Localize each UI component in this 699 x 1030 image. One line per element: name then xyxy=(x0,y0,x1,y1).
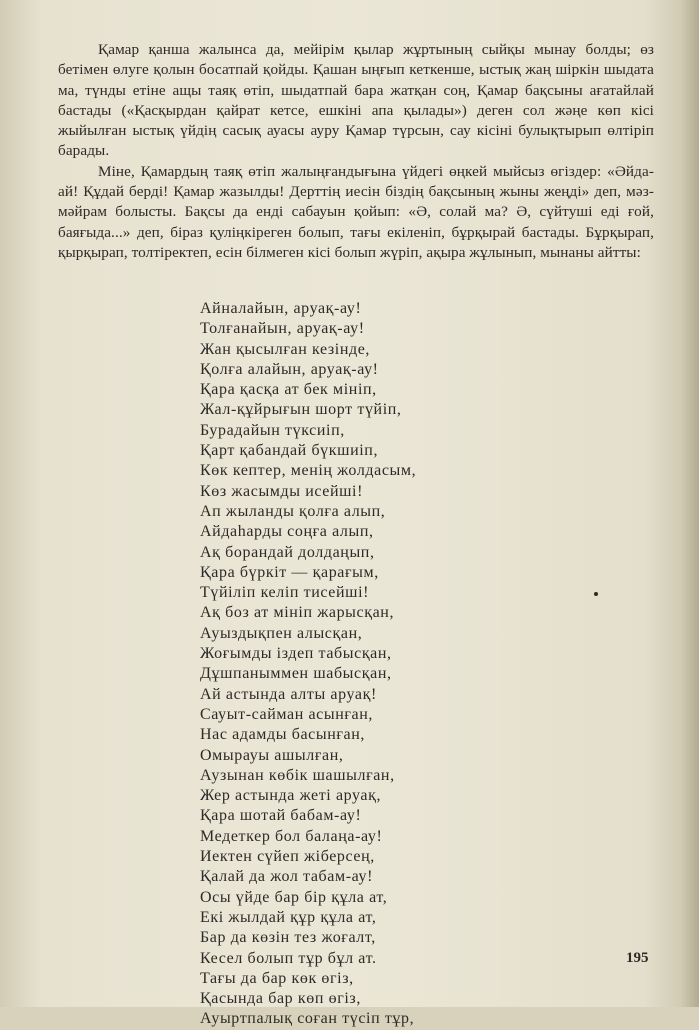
poem-line: Көк кептер, менің жолдасым, xyxy=(200,462,417,480)
prose-block xyxy=(58,40,654,263)
poem-line: Жоғымды іздеп табысқан, xyxy=(200,645,392,663)
poem-line: Айдаһарды соңға алып, xyxy=(200,523,374,541)
poem-line: Қасында бар көп өгіз, xyxy=(200,990,361,1008)
poem-line: Қара шотай бабам-ау! xyxy=(200,807,362,825)
poem-line: Ақ борандай долдаңып, xyxy=(200,543,375,561)
poem-line: Қалай да жол табам-ау! xyxy=(200,868,374,886)
poem-line: Ақ боз ат мініп жарысқан, xyxy=(200,604,395,622)
poem-line: Ауыздықпен алысқан, xyxy=(200,624,363,642)
poem-line: Екі жылдай құр құла ат, xyxy=(200,908,377,926)
poem-line: Ай астында алты аруақ! xyxy=(200,685,377,703)
poem-line: Көз жасымды исейші! xyxy=(200,482,364,500)
poem-line: Осы үйде бар бір құла ат, xyxy=(200,888,388,906)
poem-line: Бар да көзін тез жоғалт, xyxy=(200,929,376,947)
poem-line: Иектен сүйеп жіберсең, xyxy=(200,848,375,866)
poem-line: Медеткер бол балаңа-ау! xyxy=(200,827,383,845)
poem-line: Қарт қабандай бүкшиіп, xyxy=(200,442,379,460)
ink-speck xyxy=(594,592,598,596)
poem-line: Жал-құйрығын шорт түйіп, xyxy=(200,401,402,419)
poem-line: Тағы да бар көк өгіз, xyxy=(200,969,354,987)
poem-line: Нас адамды басынған, xyxy=(200,726,365,744)
paragraph-1: Қамар қанша жалынса да, мейірім қылар жұртының сыйқы мынау болды; өз бетімен өлуге қолын босатпай қойды. Қашан ыңғып кеткенше, ыстық жаң шіркін шыдата ма, түнды етіне ащы таяқ өтіп, шыдатпай бара жатқан соң, Қамар бақсыны ағатайлай бастады («Қасқырдан қайрат кетсе, ешкіні апа қылады») деген сол жәңе көп кісі жыйылған ыстық үйдің сасық ауасы ауру Қамар түрсын, сау кісіні булықтырып өлтіріп барады. xyxy=(58,41,654,160)
poem-line: Жер астында жеті аруақ, xyxy=(200,787,382,805)
paragraph-2: Міне, Қамардың таяқ өтіп жалыңғандығына үйдегі өңкей мыйсыз өгіздер: «Әйда-ай! Құдай берді! Қамар жазылды! Дерттің иесін біздің бақсының жыны жеңді» деп, мәз-мәйрам болысты. Бақсы да енді сабауын қойып: «Ә, солай ма? Ә, сүйтуші еді ғой, баяғыда...» деп, біраз қуліңкіреген болып, тағы екіленіп, бұрқырай бастады. Бұрқырап, қырқырап, толтіректеп, есін білмеген кісі болып жүріп, ақыра жұлынып, мынаны айтты: xyxy=(58,162,654,261)
poem-line: Бурадайын түксиіп, xyxy=(200,421,345,439)
poem-line: Қара қасқа ат бек мініп, xyxy=(200,381,377,399)
poem-block xyxy=(200,299,500,1030)
poem-line: Айналайын, аруақ-ау! xyxy=(200,300,362,317)
poem-line: Қолға алайын, аруақ-ау! xyxy=(200,360,379,378)
poem-line: Түйіліп келіп тисейші! xyxy=(200,584,370,602)
poem-line: Жан қысылған кезінде, xyxy=(200,340,371,358)
poem-line: Аузынан көбік шашылған, xyxy=(200,766,395,784)
poem-line: Сауыт-сайман асынған, xyxy=(200,705,374,723)
poem-line: Омырауы ашылған, xyxy=(200,746,344,764)
page-edge-shadow xyxy=(681,0,699,1007)
poem-line: Дұшпаныммен шабысқан, xyxy=(200,665,392,683)
poem-line: Кесел болып тұр бұл ат. xyxy=(200,949,377,967)
page-number: 195 xyxy=(626,950,649,966)
poem-line: Қара бүркіт — қарағым, xyxy=(200,563,379,581)
poem-line: Толғанайын, аруақ-ау! xyxy=(200,320,365,338)
poem-line: Ауыртпалық соған түсіп тұр, xyxy=(200,1010,415,1028)
poem-line: Ап жыланды қолға алып, xyxy=(200,502,386,520)
